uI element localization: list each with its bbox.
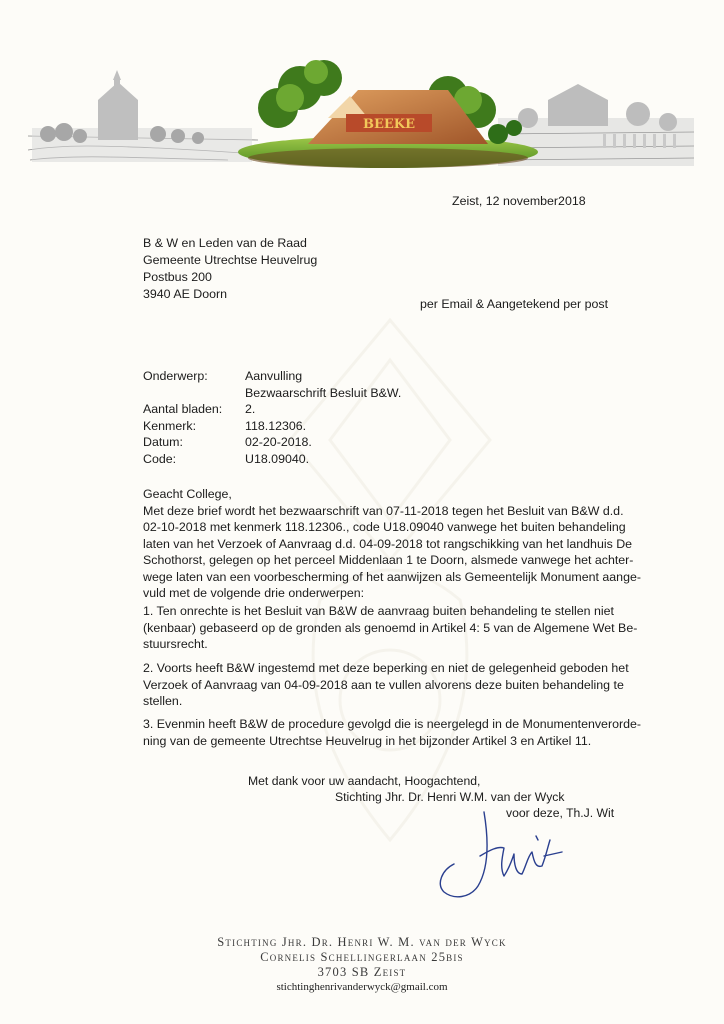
meta-row xyxy=(143,368,401,385)
meta-value: 2. xyxy=(245,402,256,416)
meta-row xyxy=(143,451,401,468)
recipient-line: Postbus 200 xyxy=(143,270,212,284)
paragraph-line: stuursrecht. xyxy=(143,637,208,651)
paragraph-line: 02-10-2018 met kenmerk 118.12306., code U18.09040 vanwege het buiten behandeling xyxy=(143,520,626,534)
point-2 xyxy=(143,660,643,710)
delivery-method: per Email & Aangetekend per post xyxy=(420,297,609,311)
paragraph-line: 3. Evenmin heeft B&W de procedure gevolgd die is neergelegd in de Monumentenverorde- xyxy=(143,717,641,731)
meta-label xyxy=(143,385,245,402)
meta-value: 118.12306. xyxy=(245,418,307,433)
meta-row xyxy=(143,434,401,451)
meta-label: Datum: xyxy=(143,435,183,449)
intro-paragraph xyxy=(143,486,643,602)
recipient-line: Gemeente Utrechtse Heuvelrug xyxy=(143,253,318,267)
letter-metadata xyxy=(143,368,401,467)
point-3 xyxy=(143,716,643,749)
paragraph-line: Verzoek of Aanvraag van 04-09-2018 aan te vullen alvorens deze buiten behandeling te xyxy=(143,677,624,692)
recipient-line: B & W en Leden van de Raad xyxy=(143,236,307,250)
footer-organisation: Stichting Jhr. Dr. Henri W. M. van der Wyck xyxy=(217,935,507,949)
meta-row xyxy=(143,385,401,402)
paragraph-line: Met deze brief wordt het bezwaarschrift van 07-11-2018 tegen het Besluit van B&W d.d. xyxy=(143,503,624,518)
paragraph-line: stellen. xyxy=(143,694,183,708)
meta-row xyxy=(143,401,401,418)
closing-signatory: voor deze, Th.J. Wit xyxy=(506,806,615,820)
footer-email: stichtinghenrivanderwyck@gmail.com xyxy=(276,981,448,993)
paragraph-line: Schothorst, gelegen op het perceel Middenlaan 1 te Doorn, alsmede vanwege het achter- xyxy=(143,553,634,567)
meta-label: Code: xyxy=(143,451,177,466)
recipient-address xyxy=(143,235,317,303)
meta-label: Kenmerk: xyxy=(143,418,197,433)
paragraph-line: 2. Voorts heeft B&W ingestemd met deze beperking en niet de gelegenheid geboden het xyxy=(143,661,629,675)
paragraph-line: ning van de gemeente Utrechtse Heuvelrug in het bijzonder Artikel 3 en Artikel 11. xyxy=(143,733,592,748)
footer-address: Cornelis Schellingerlaan 25bis xyxy=(260,950,464,964)
paragraph-line: laten van het Verzoek of Aanvraag d.d. 04-09-2018 tot rangschikking van het landhuis De xyxy=(143,536,633,551)
salutation: Geacht College, xyxy=(143,487,232,501)
handwritten-signature xyxy=(432,806,577,906)
meta-value: U18.09040. xyxy=(245,451,310,466)
paragraph-line: (kenbaar) gebaseerd op de gronden als genoemd in Artikel 4: 5 van de Algemene Wet Be- xyxy=(143,620,638,635)
point-1 xyxy=(143,603,643,653)
paragraph-line: 1. Ten onrechte is het Besluit van B&W de aanvraag buiten behandeling te stellen niet xyxy=(143,604,614,618)
letterhead-illustration xyxy=(28,48,696,176)
meta-value: Aanvulling xyxy=(245,369,303,383)
meta-value: Bezwaarschrift Besluit B&W. xyxy=(245,385,402,400)
recipient-line: 3940 AE Doorn xyxy=(143,287,228,301)
paragraph-line: wege laten van een voorbescherming of het aanwijzen als Gemeentelijk Monument aange- xyxy=(143,569,641,584)
meta-row xyxy=(143,418,401,435)
meta-label: Onderwerp: xyxy=(143,369,208,383)
closing-organisation: Stichting Jhr. Dr. Henri W.M. van der Wyck xyxy=(335,790,565,804)
footer-city: 3703 SB Zeist xyxy=(317,965,407,979)
meta-label: Aantal bladen: xyxy=(143,402,223,416)
house-sign: BEEKE xyxy=(362,117,416,132)
paragraph-line: vuld met de volgende drie onderwerpen: xyxy=(143,586,365,600)
place-date: Zeist, 12 november2018 xyxy=(452,194,586,208)
meta-value: 02-20-2018. xyxy=(245,435,312,449)
closing-thanks: Met dank voor uw aandacht, Hoogachtend, xyxy=(248,774,481,788)
